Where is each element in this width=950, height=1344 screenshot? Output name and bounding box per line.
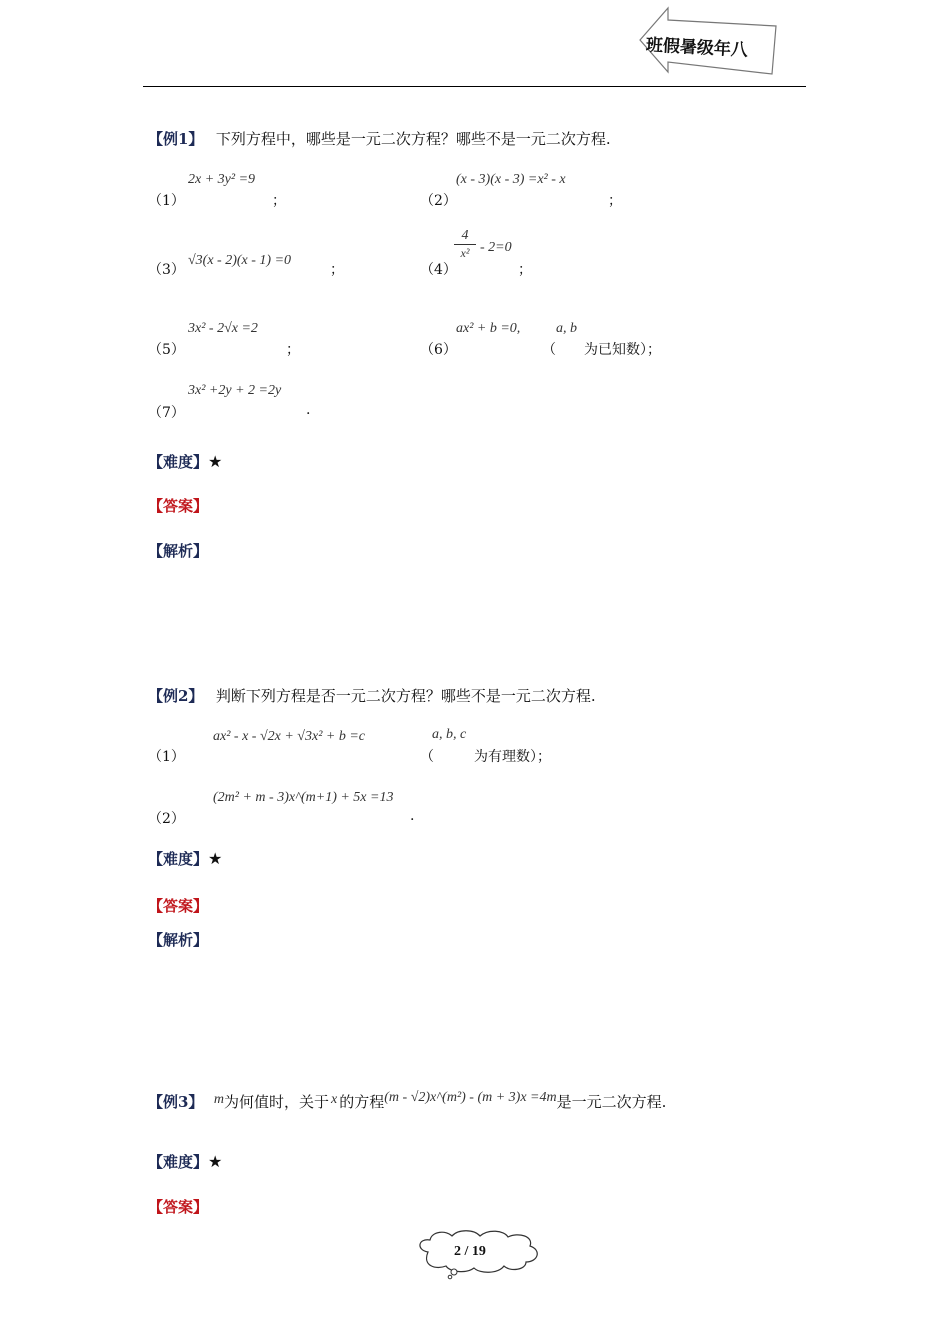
ex2-item1-formula: ax² - x - √2x + √3x² + b =c (213, 729, 365, 744)
example3-text1: 为何值时，关于 (224, 1093, 330, 1111)
ex1-item1-formula: 2x + 3y² =9 (188, 172, 256, 187)
ex1-item4-fraction (454, 228, 476, 261)
example2-question: 判断下列方程是否一元二次方程？哪些不是一元二次方程. (215, 687, 596, 705)
ex1-item5-num: （5） (148, 342, 185, 358)
ex1-item1-num: （1） (148, 193, 185, 209)
ex1-item4-num: （4） (420, 262, 457, 278)
example1-question: 下列方程中，哪些是一元二次方程？哪些不是一元二次方程. (215, 130, 611, 148)
ex1-item6-note: 为已知数）； (584, 342, 661, 358)
ex2-item2-formula: (2m² + m - 3)x^(m+1) + 5x =13 (213, 790, 394, 805)
ex1-item3-num: （3） (148, 262, 185, 278)
page-number: 2 / 19 (454, 1244, 486, 1259)
ex1-item3-formula: √3(x - 2)(x - 1) =0 (188, 253, 292, 268)
ex1-item2-formula: (x - 3)(x - 3) =x² - x (456, 172, 566, 187)
header-badge (638, 6, 778, 76)
ex1-item4-end: ； (518, 262, 532, 278)
ex1-item4-rest: - 2=0 (480, 240, 512, 255)
ex2-item1-note: 为有理数）； (474, 749, 551, 765)
ex3-answer-label: 【答案】 (148, 1198, 209, 1216)
ex1-item5-formula: 3x² - 2√x =2 (188, 321, 258, 336)
example2-heading (148, 685, 596, 706)
ex1-item7-num: （7） (148, 405, 185, 421)
ex1-item6-param: a, b (556, 321, 577, 336)
example3-var-x: x (331, 1092, 338, 1107)
ex2-item1-note-open: （ (420, 749, 434, 765)
ex3-difficulty-label: 【难度】 (148, 1153, 209, 1171)
ex1-item2-num: （2） (420, 193, 457, 209)
example3-text2: 的方程 (339, 1093, 385, 1111)
ex3-difficulty (148, 1151, 222, 1172)
ex1-item4-numerator: 4 (454, 228, 476, 245)
ex1-item7-end: . (306, 402, 311, 418)
ex2-difficulty (148, 848, 222, 869)
star-icon: ★ (208, 1152, 223, 1171)
example1-heading (148, 128, 611, 149)
example3-line (148, 1091, 666, 1112)
ex2-analysis-label: 【解析】 (148, 931, 209, 949)
ex1-item6-num: （6） (420, 342, 457, 358)
page-number-cloud (414, 1228, 542, 1280)
example2-label: 【例2】 (148, 687, 204, 705)
ex1-item7-formula: 3x² +2y + 2 =2y (188, 383, 282, 398)
ex1-analysis-label: 【解析】 (148, 542, 209, 560)
ex1-item6-formula: ax² + b =0, (456, 321, 521, 336)
header-badge-text: 班假暑级年八 (645, 35, 749, 61)
ex1-difficulty (148, 451, 222, 472)
ex2-item2-num: （2） (148, 811, 185, 827)
header-rule (143, 86, 806, 87)
example1-label: 【例1】 (148, 130, 204, 148)
ex2-item1-param: a, b, c (432, 727, 467, 742)
ex1-item5-end: ； (286, 342, 300, 358)
ex1-difficulty-label: 【难度】 (148, 453, 209, 471)
example3-formula: (m - √2)x^(m²) - (m + 3)x =4m (384, 1090, 557, 1105)
ex1-item4-denominator: x² (460, 246, 470, 260)
star-icon: ★ (208, 452, 223, 471)
star-icon: ★ (208, 849, 223, 868)
example3-text3: 是一元二次方程. (556, 1093, 667, 1111)
ex1-item2-end: ； (608, 193, 622, 209)
ex2-item2-end: . (410, 808, 415, 824)
example3-var-m: m (213, 1092, 225, 1107)
ex1-item6-note-open: （ (542, 342, 556, 358)
ex1-item3-end: ； (330, 262, 344, 278)
ex2-answer-label: 【答案】 (148, 897, 209, 915)
ex1-answer-label: 【答案】 (148, 497, 209, 515)
ex2-item1-num: （1） (148, 749, 185, 765)
ex1-item1-end: ； (272, 193, 286, 209)
example3-label: 【例3】 (148, 1093, 204, 1111)
ex2-difficulty-label: 【难度】 (148, 850, 209, 868)
